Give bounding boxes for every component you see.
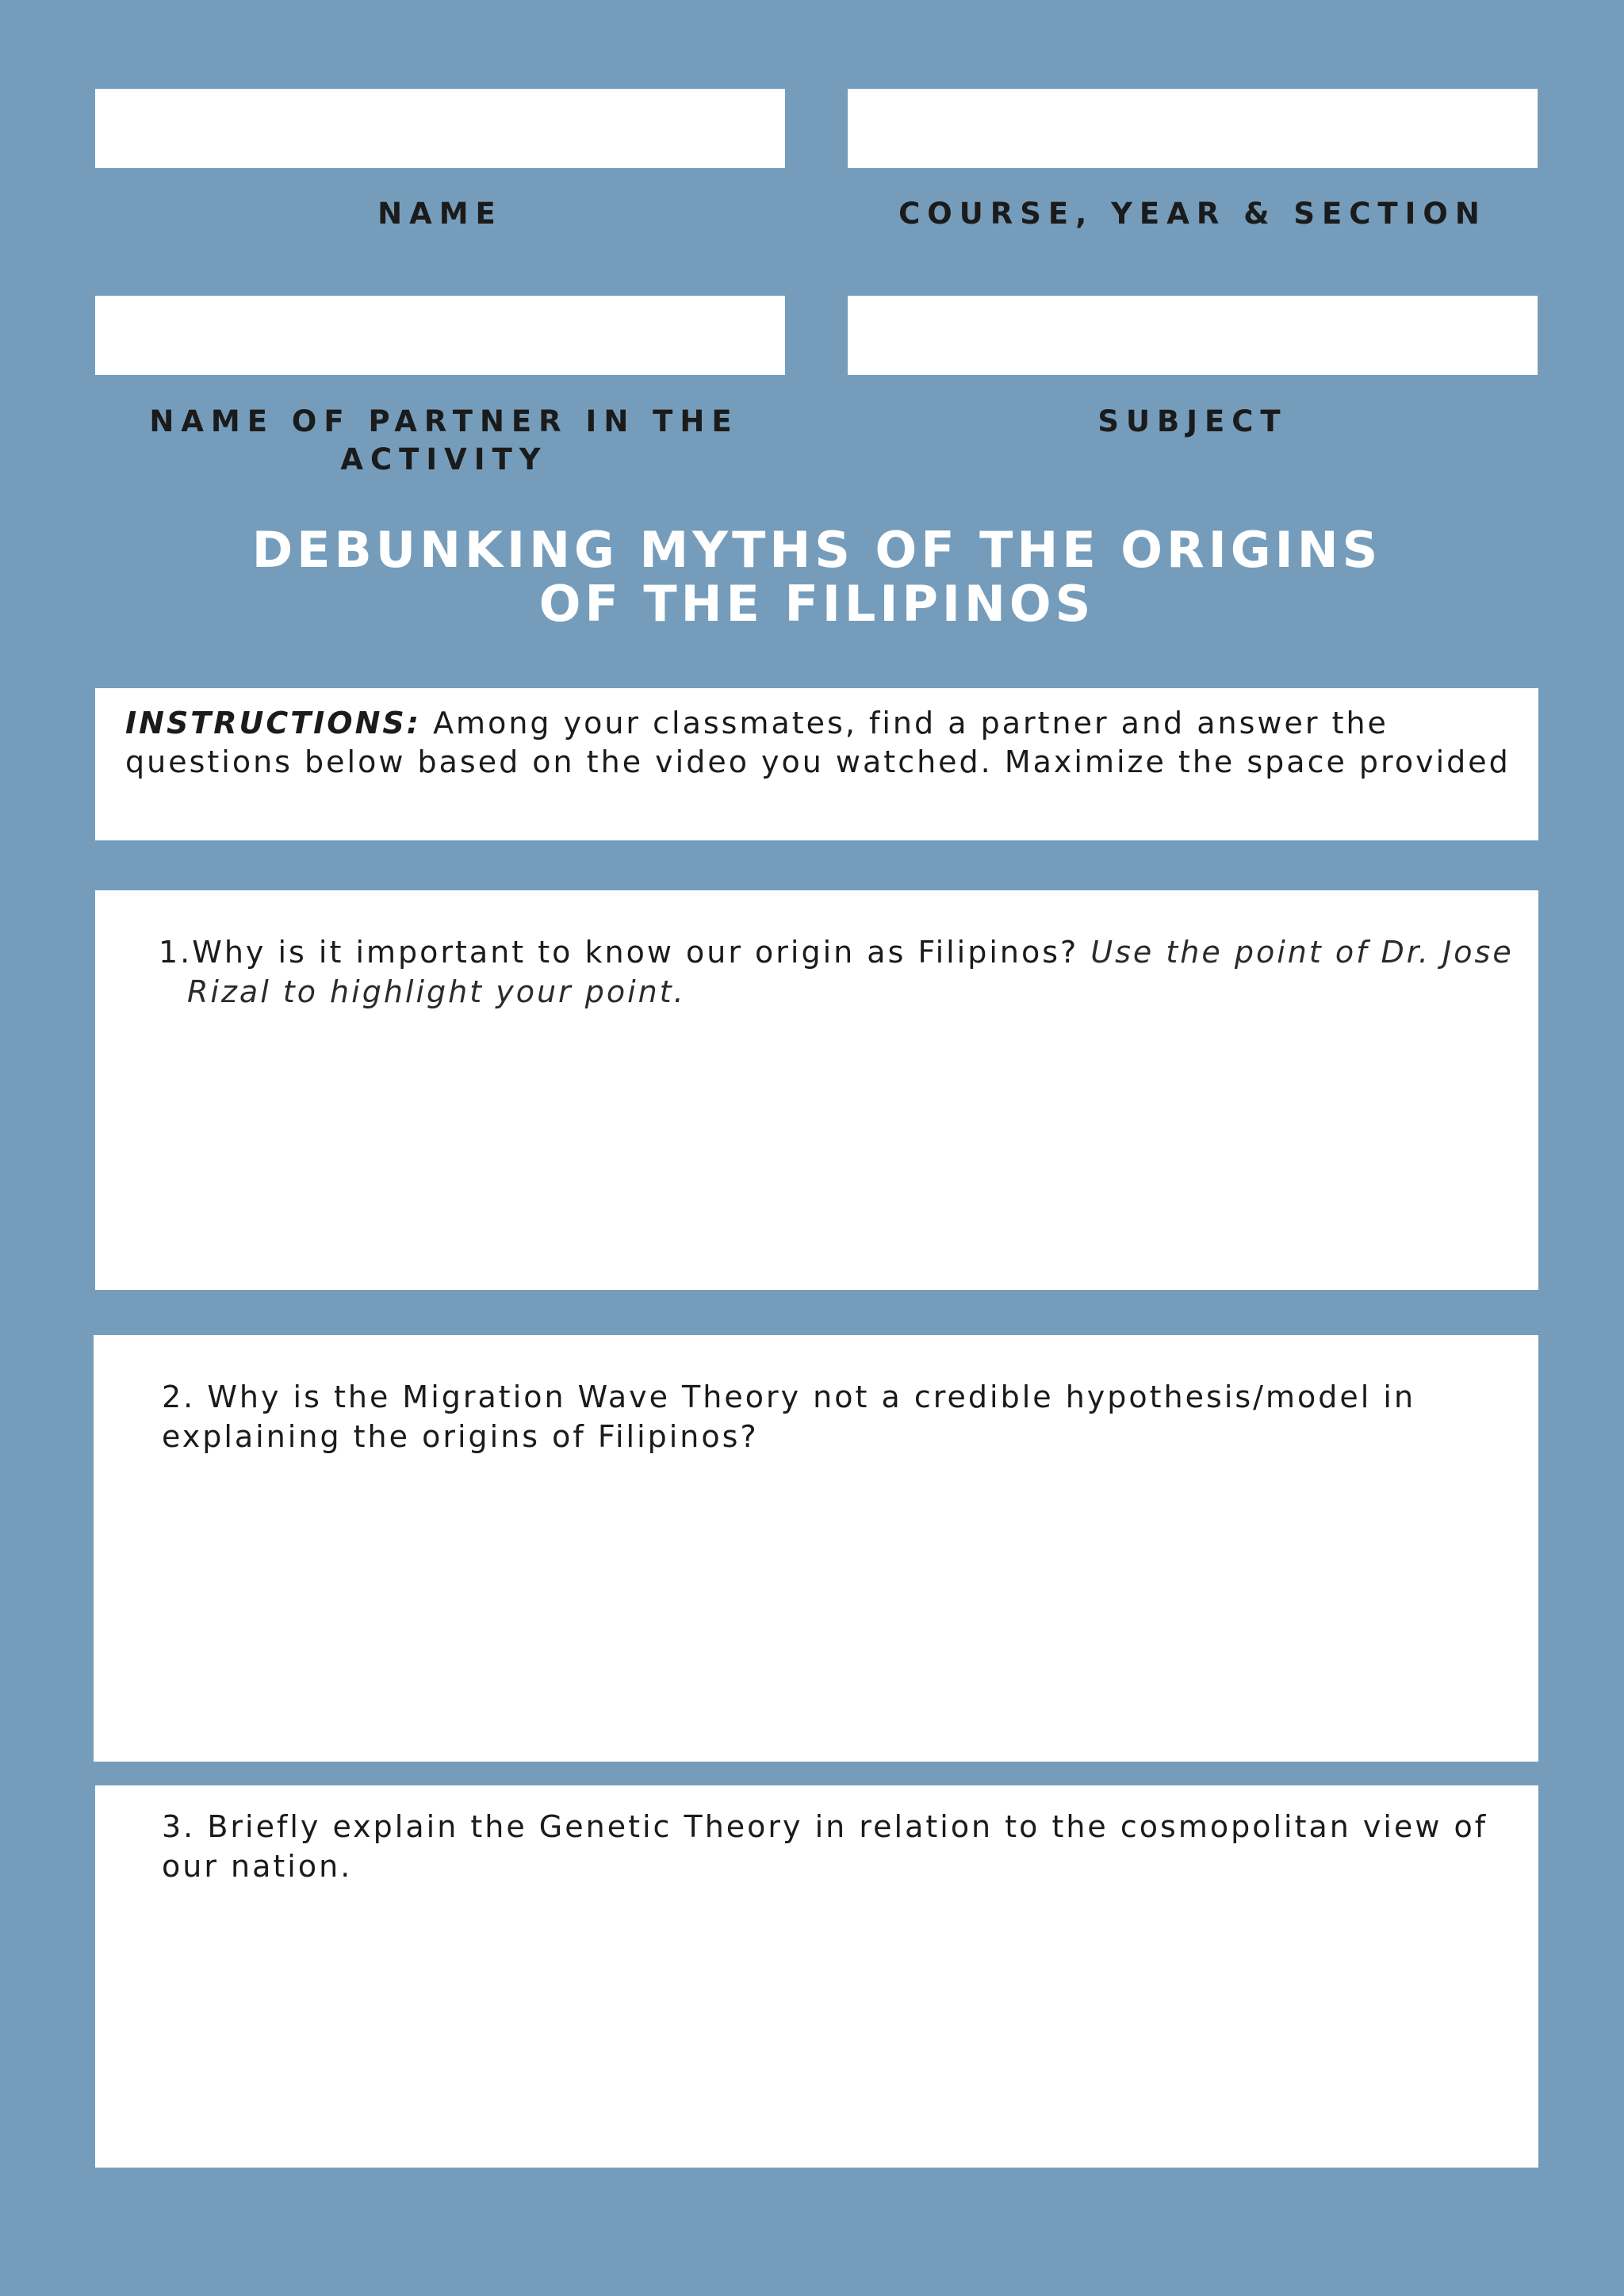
question-3-text: 3. Briefly explain the Genetic Theory in relation to the cosmopolitan view of our nation. bbox=[162, 1809, 1488, 1884]
question-1-hint: Use the point of Dr. Jose Rizal to highlight your point. bbox=[187, 935, 1514, 1009]
partner-name-label: NAME OF PARTNER IN THE ACTIVITY bbox=[149, 404, 739, 476]
instructions-text bbox=[125, 704, 1529, 782]
course-year-section-input-box[interactable] bbox=[848, 89, 1538, 168]
course-year-section-label: COURSE, YEAR & SECTION bbox=[898, 197, 1487, 231]
subject-input-box[interactable] bbox=[848, 296, 1538, 375]
question-2-text: 2. Why is the Migration Wave Theory not a credible hypothesis/model in explaining the origins of Filipinos? bbox=[162, 1380, 1416, 1454]
worksheet-title bbox=[95, 523, 1538, 631]
name-label: NAME bbox=[377, 197, 503, 231]
question-1-number: 1. bbox=[159, 935, 193, 970]
title-line-2: OF THE FILIPINOS bbox=[538, 575, 1095, 633]
question-1 bbox=[159, 932, 1519, 1012]
title-line-1: DEBUNKING MYTHS OF THE ORIGINS bbox=[251, 521, 1382, 579]
name-input-box[interactable] bbox=[95, 89, 785, 168]
instructions-lead: INSTRUCTIONS: bbox=[125, 706, 421, 740]
subject-label: SUBJECT bbox=[1097, 404, 1288, 438]
partner-name-input-box[interactable] bbox=[95, 296, 785, 375]
instructions-body: Among your classmates, find a partner and answer the questions below based on the video you watched. Maximize the space provided bbox=[125, 706, 1511, 779]
question-1-text: Why is it important to know our origin as Filipinos? bbox=[192, 935, 1079, 970]
